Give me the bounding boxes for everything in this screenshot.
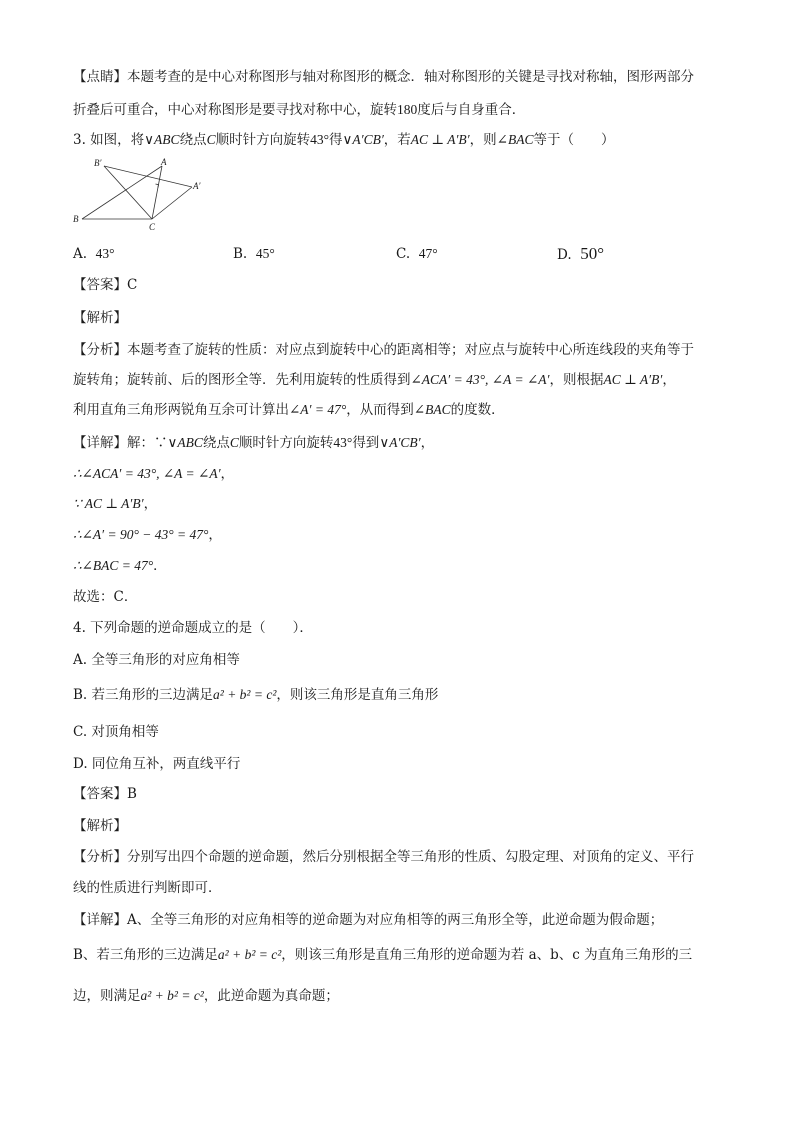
q3-conclusion: [73, 588, 137, 606]
option-value: 50°: [580, 244, 605, 263]
q3-xiangjie-2: [73, 465, 234, 483]
xiangjie-text: ，: [220, 466, 235, 482]
fenxi-math: AC ⊥ A′B′: [603, 372, 663, 387]
q3-text: 顺时针方向旋转: [215, 132, 311, 148]
dianjing-text-2a: 折叠后可重合，中心对称图形是要寻找对称中心，旋转: [73, 102, 397, 118]
option-letter: D.: [557, 247, 572, 263]
right-angle-mark: [156, 184, 159, 188]
q3-text: ，若: [383, 132, 411, 148]
fenxi-text: ，: [662, 372, 676, 388]
xiangjie-text: ，: [420, 435, 435, 451]
dianjing-line-2: [73, 101, 525, 119]
q3-triangle-2: ∨A′CB′: [342, 132, 384, 147]
dianjing-line-1: [73, 68, 694, 86]
q3-text: 得: [328, 132, 343, 148]
jiexi-tag: 【解析】: [73, 310, 127, 326]
fenxi-text: ，从而得到: [346, 402, 414, 418]
answer-tag: 【答案】: [73, 277, 127, 293]
xiangjie-tag: 【详解】: [73, 435, 127, 451]
option-math: a² + b² = c²: [213, 687, 277, 702]
q4-option-a[interactable]: [73, 651, 240, 669]
xiangjie-text: A、全等三角形的对应角相等的逆命题为对应角相等的两三角形全等，此逆命题为假命题；: [127, 912, 664, 928]
q3-prefix: 3. 如图，将: [73, 132, 145, 148]
q3-fenxi-3: [73, 401, 505, 419]
fenxi-tag: 【分析】: [73, 849, 127, 865]
fenxi-math: ∠ACA′ = 43°, ∠A = ∠A′: [410, 372, 550, 387]
xiangjie-math: a² + b² = c²: [217, 947, 282, 962]
q3-point: C: [206, 132, 216, 147]
xiangjie-text: 顺时针方向旋转: [238, 435, 334, 451]
q4-xiangjie-b2: [73, 987, 339, 1005]
q3-text: 绕点: [179, 132, 207, 148]
segment-B1A1: [104, 166, 192, 187]
q4-stem: [73, 619, 313, 637]
xiangjie-math: ∵ AC ⊥ A′B′: [73, 496, 144, 511]
option-value: 45°: [255, 246, 275, 261]
fenxi-text: 本题考查了旋转的性质：对应点到旋转中心的距离相等；对应点与旋转中心所连线段的夹角等于: [127, 342, 694, 358]
fenxi-text: ，则根据: [549, 372, 604, 388]
xiangjie-math: ∨A′CB′: [379, 435, 421, 450]
xiangjie-math: ∴∠ACA′ = 43°, ∠A = ∠A′: [73, 466, 221, 481]
fenxi-tag: 【分析】: [73, 342, 127, 358]
xiangjie-math: a² + b² = c²: [140, 988, 204, 1003]
xiangjie-text: B、若三角形的三边满足: [73, 947, 218, 963]
xiangjie-text: 得到: [352, 435, 380, 451]
option-letter: A.: [73, 246, 88, 262]
xiangjie-tag: 【详解】: [73, 912, 127, 928]
option-value: 43°: [95, 246, 115, 261]
q3-jiexi: [73, 309, 127, 327]
xiangjie-text: ，: [143, 496, 158, 512]
q4-fenxi-2: [73, 879, 222, 897]
q3-stem: [73, 131, 614, 149]
label-B: B: [73, 214, 79, 224]
xiangjie-math: 43°: [333, 435, 353, 450]
xiangjie-math: ∴∠BAC = 47°: [73, 558, 154, 573]
option-text: A. 全等三角形的对应角相等: [73, 652, 240, 668]
xiangjie-math: C: [229, 435, 239, 450]
q4-fenxi-1: [73, 848, 694, 866]
option-text: B. 若三角形的三边满足: [73, 687, 214, 703]
xiangjie-text: 边，则满足: [73, 988, 141, 1004]
label-A1: A′: [193, 181, 201, 191]
q3-xiangjie-3: [73, 495, 157, 513]
q3-xiangjie-4: [73, 526, 222, 544]
q4-title: 4. 下列命题的逆命题成立的是（ ）．: [73, 620, 313, 636]
dianjing-tag: 【点睛】: [73, 69, 127, 85]
xiangjie-text: ，此逆命题为真命题；: [203, 988, 339, 1004]
q4-option-b[interactable]: [73, 686, 438, 704]
q4-xiangjie-b1: [73, 946, 692, 964]
xiangjie-math: ∨ABC: [167, 435, 203, 450]
q4-answer: [73, 785, 137, 803]
q4-jiexi: [73, 817, 127, 835]
q3-option-d[interactable]: [557, 245, 604, 264]
xiangjie-text: ，则该三角形是直角三角形的逆命题为若 a、b、c 为直角三角形的三: [281, 947, 693, 963]
xiangjie-math: ∴∠A′ = 90° − 43° = 47°: [73, 527, 209, 542]
q3-suffix: 等于（ ）: [533, 132, 615, 148]
fenxi-text: 利用直角三角形两锐角互余可计算出: [73, 402, 289, 418]
xiangjie-text: 故选：C．: [73, 589, 138, 605]
q3-fenxi-2: [73, 371, 676, 389]
q3-condition: AC ⊥ A′B′: [410, 132, 470, 147]
segment-BA: [82, 166, 162, 219]
xiangjie-text: 绕点: [202, 435, 230, 451]
q3-option-a[interactable]: [73, 245, 115, 263]
fenxi-math: ∠A′ = 47°: [289, 402, 347, 417]
q3-triangle-1: ∨ABC: [144, 132, 180, 147]
q3-xiangjie-5: [73, 557, 167, 575]
answer-value: C: [127, 277, 138, 293]
q4-option-d[interactable]: [73, 755, 240, 773]
fenxi-text: 线的性质进行判断即可．: [73, 880, 222, 896]
q4-option-c[interactable]: [73, 723, 159, 741]
option-text: C. 对顶角相等: [73, 724, 159, 740]
q3-target: ∠BAC: [496, 132, 534, 147]
segment-B1C: [104, 166, 152, 219]
option-text: ，则该三角形是直角三角形: [276, 687, 439, 703]
jiexi-tag: 【解析】: [73, 818, 127, 834]
q3-fenxi-1: [73, 341, 694, 359]
dianjing-text-1: 本题考查的是中心对称图形与轴对称图形的概念．轴对称图形的关键是寻找对称轴，图形两部分: [127, 69, 694, 85]
xiangjie-text: 解：∵: [127, 435, 168, 451]
q3-answer: [73, 276, 137, 294]
q3-option-b[interactable]: [233, 245, 275, 263]
q3-option-c[interactable]: [396, 245, 438, 263]
option-text: D. 同位角互补，两直线平行: [73, 756, 241, 772]
q4-xiangjie-a: [73, 911, 663, 929]
fenxi-text: 的度数．: [450, 402, 505, 418]
fenxi-text: 分别写出四个命题的逆命题，然后分别根据全等三角形的性质、勾股定理、对顶角的定义、平行: [127, 849, 694, 865]
segment-AC: [152, 166, 162, 219]
label-C: C: [149, 222, 156, 232]
dianjing-text-2b: 度后与自身重合．: [417, 102, 526, 118]
label-A: A: [161, 157, 167, 167]
q3-text: ，则: [469, 132, 497, 148]
option-value: 47°: [418, 246, 438, 261]
fenxi-text: 旋转角；旋转前、后的图形全等．先利用旋转的性质得到: [73, 372, 411, 388]
answer-tag: 【答案】: [73, 786, 127, 802]
segment-CA1: [152, 187, 192, 219]
dianjing-number: 180: [397, 102, 418, 117]
option-letter: C.: [396, 246, 411, 262]
fenxi-math: ∠BAC: [413, 402, 451, 417]
xiangjie-text: ，: [208, 527, 222, 543]
xiangjie-text: ．: [153, 558, 167, 574]
q3-xiangjie-1: [73, 434, 434, 452]
answer-value: B: [127, 786, 137, 802]
option-letter: B.: [233, 246, 248, 262]
q3-angle: 43°: [310, 132, 329, 147]
label-B1: B′: [94, 158, 102, 168]
rotation-figure: [70, 154, 210, 234]
